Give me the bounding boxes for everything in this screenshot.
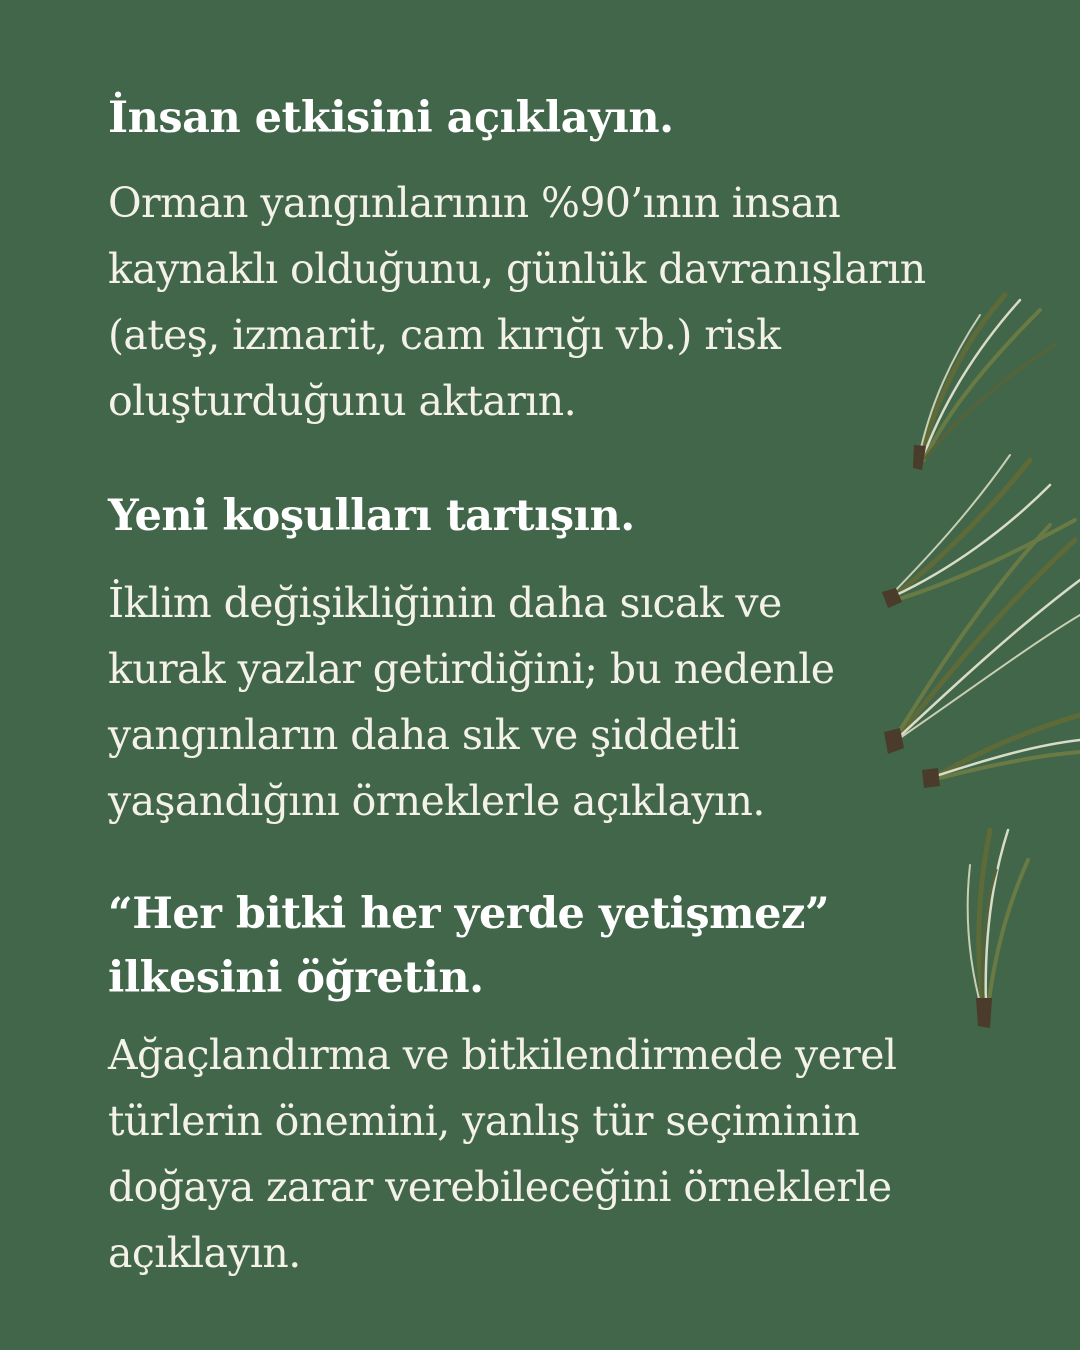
pine-needle-cluster-icon [880,270,1080,1050]
section-2-body-line-1: İklim değişikliğinin daha sıcak ve [108,579,782,627]
section-2-body-line-4: yaşandığını örneklerle açıklayın. [108,777,765,825]
section-3-heading-line-2: ilkesini öğretin. [108,953,484,1003]
section-3-heading-line-1: “Her bitki her yerde yetişmez” [108,889,830,939]
section-3-body-line-4: açıklayın. [108,1229,301,1277]
pine-needle-cluster-2 [882,455,1075,608]
section-2-body-line-3: yangınların daha sık ve şiddetli [108,711,739,759]
pine-needle-cluster-5 [968,830,1028,1028]
section-3-body-line-1: Ağaçlandırma ve bitkilendirmede yerel [108,1031,897,1079]
section-3-body-line-3: doğaya zarar verebileceğini örneklerle [108,1163,892,1211]
section-1-body-line-1: Orman yangınlarının %90’ının insan [108,179,841,227]
section-2-heading: Yeni koşulları tartışın. [108,491,635,541]
section-3-body-line-2: türlerin önemini, yanlış tür seçiminin [108,1097,860,1145]
section-1-body-line-4: oluşturduğunu aktarın. [108,377,577,425]
pine-needle-cluster-4 [922,715,1080,788]
pine-needle-cluster-3 [884,525,1080,754]
section-1-body-line-2: kaynaklı olduğunu, günlük davranışların [108,245,926,293]
section-2-body-line-2: kurak yazlar getirdiğini; bu nedenle [108,645,835,693]
section-1-body-line-3: (ateş, izmarit, cam kırığı vb.) risk [108,311,781,359]
pine-needle-cluster-1 [913,295,1055,470]
section-1-heading: İnsan etkisini açıklayın. [108,93,674,143]
